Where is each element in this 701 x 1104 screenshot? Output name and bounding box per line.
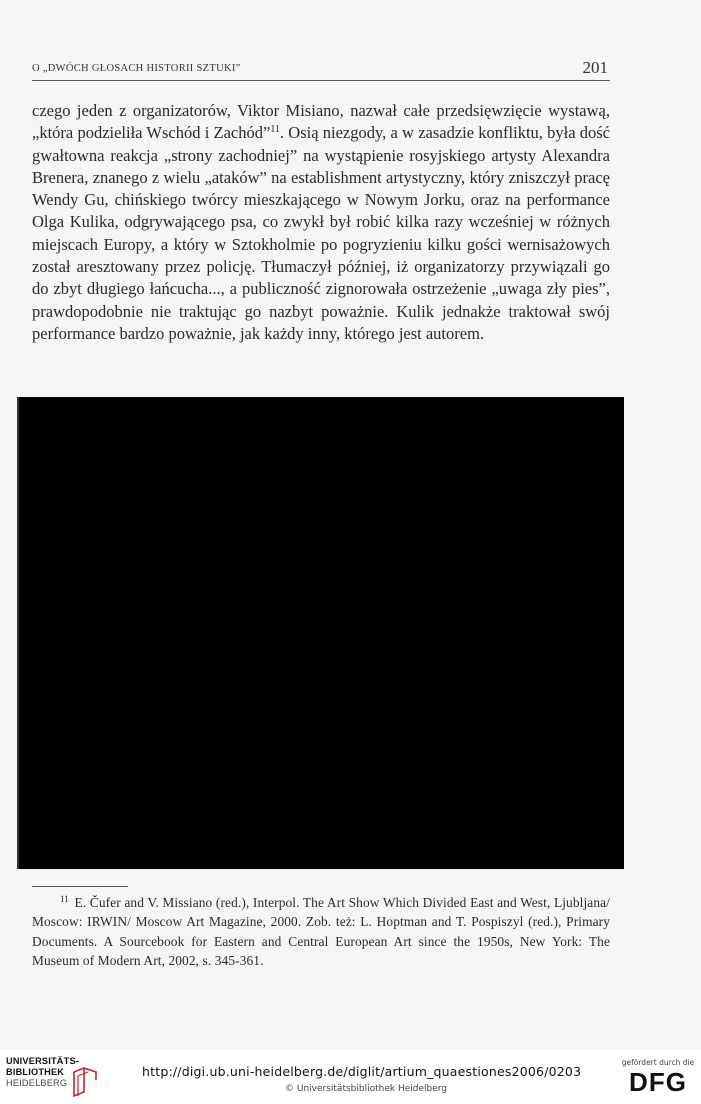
- library-name-line3: HEIDELBERG: [6, 1078, 68, 1088]
- footnote-text: E. Čufer and V. Missiano (red.), Interpol. The Art Show Which Divided East and West, Ljubljana/ Moscow: IRWIN/ Moscow Art Magazine, 2000. Zob. też: L. Hoptman and T. Pospiszyl (red.), Primary Documents. A Sourcebook for Eastern and Central European Art since the 1950s, New York: The Museum of Modern Art, 2002, s. 345-361.: [32, 895, 610, 969]
- library-logo[interactable]: [6, 1056, 106, 1098]
- body-text-after: . Osią niezgody, a w zasadzie konfliktu, była dość gwałtowna reakcja „strony zachodniej” na wystąpienie rosyjskiego artysty Alexandra Brenera, znanego z wielu „ataków” na establishment artystyczny, który zniszczył pracę Wendy Gu, chińskiego twórcy mieszkającego w Nowym Jorku, oraz na performance Olga Kulika, odgrywającego psa, co zwykł był robić kilka razy wcześniej w różnych miejscach Europy, a który w Sztokholmie po pogryzieniu kilku gości wernisażowych został aresztowany przez policję. Tłumaczył później, iż organizatorzy przywiązali go do zbyt długiego łańcucha..., a publiczność zignorowała ostrzeżenie „uwaga zły pies”, prawdopodobnie nie traktując go nazbyt poważnie. Kulik jednakże traktował swój performance bardzo poważnie, jak każdy inny, którego jest autorem.: [32, 123, 610, 343]
- source-url-link[interactable]: http://digi.ub.uni-heidelberg.de/diglit/artium_quaestiones2006/0203: [142, 1064, 582, 1079]
- sponsor-caption: gefördert durch die: [621, 1058, 695, 1067]
- digitization-footer: [0, 1050, 701, 1104]
- page-number: 201: [582, 58, 608, 77]
- running-head: [32, 58, 610, 81]
- library-name-line2: BIBLIOTHEK: [6, 1067, 65, 1077]
- footnote: [32, 893, 610, 971]
- library-emblem-icon: [70, 1066, 100, 1098]
- footnote-number: 11: [60, 894, 69, 904]
- library-name-line1: UNIVERSITÄTS-: [6, 1056, 80, 1066]
- body-paragraph: [32, 100, 610, 345]
- body-text-before: czego jeden z organizatorów, Viktor Misiano, nazwał całe przedsięwzięcie wystawą, „która podzieliła Wschód i Zachód”: [32, 101, 610, 143]
- running-title: O „DWÓCH GŁOSACH HISTORII SZTUKI”: [32, 63, 241, 74]
- dfg-logo: DFG: [629, 1067, 687, 1097]
- dfg-sponsor[interactable]: [620, 1058, 696, 1098]
- redacted-image: [17, 397, 624, 869]
- footnote-divider: [32, 886, 128, 887]
- footnote-reference[interactable]: 11: [270, 124, 280, 136]
- copyright-notice: © Universitätsbibliothek Heidelberg: [285, 1084, 448, 1094]
